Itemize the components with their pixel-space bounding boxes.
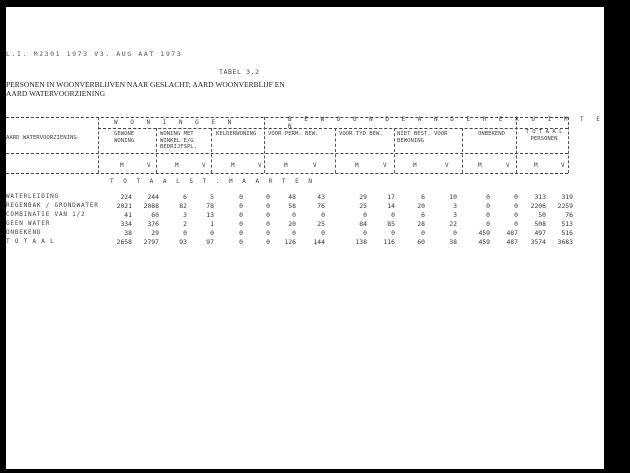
- table-cell: 0: [391, 229, 395, 237]
- table-cell: 82: [179, 202, 187, 210]
- table-cell: 313: [534, 193, 546, 201]
- group-andere: B E W O O N D E A N D E R E R U I M T E N: [288, 116, 605, 130]
- table-cell: 0: [363, 229, 367, 237]
- table-cell: 29: [359, 193, 367, 201]
- table-cell: 38: [449, 238, 457, 246]
- col-header-onbekend: ONBEKEND: [478, 131, 505, 137]
- table-cell: 76: [565, 211, 573, 219]
- table-cell: 6: [421, 193, 425, 201]
- table-cell: 14: [387, 202, 395, 210]
- table-cell: 6: [183, 193, 187, 201]
- table-cell: 17: [387, 193, 395, 201]
- table-cell: 0: [266, 229, 270, 237]
- col-m-label: M: [231, 162, 235, 169]
- table-cell: 60: [417, 238, 425, 246]
- table-cell: 116: [383, 238, 395, 246]
- table-cell: 516: [561, 229, 573, 237]
- col-rule: [211, 128, 212, 173]
- rule-bottom: [6, 173, 568, 174]
- col-v-label: V: [445, 162, 449, 169]
- table-cell: 0: [183, 229, 187, 237]
- table-cell: 84: [359, 220, 367, 228]
- table-title: [6, 80, 285, 98]
- table-cell: 0: [321, 211, 325, 219]
- table-cell: 2206: [530, 202, 546, 210]
- row-label: REGENBAK / GRONDWATER: [6, 202, 99, 209]
- document-page: [6, 7, 616, 469]
- table-cell: 224: [120, 193, 132, 201]
- table-cell: 3574: [530, 238, 546, 246]
- header-code: L.I. M2301 1973 V3. AUG AAT 1973: [6, 50, 183, 58]
- table-cell: 0: [486, 220, 490, 228]
- table-cell: 48: [288, 193, 296, 201]
- table-cell: 513: [561, 220, 573, 228]
- table-number: TABEL 3.2: [219, 68, 260, 76]
- col-rule: [156, 128, 157, 173]
- table-cell: 0: [453, 229, 457, 237]
- scan-border: [604, 7, 616, 469]
- region-subtitle: T O T A A L S T . M A A R T E N: [110, 178, 315, 185]
- table-cell: 28: [417, 220, 425, 228]
- table-cell: 76: [317, 202, 325, 210]
- table-cell: 0: [514, 220, 518, 228]
- table-cell: 43: [317, 193, 325, 201]
- table-cell: 0: [266, 202, 270, 210]
- col-v-label: V: [561, 162, 565, 169]
- table-cell: 319: [561, 193, 573, 201]
- table-cell: 3: [453, 202, 457, 210]
- table-cell: 97: [206, 238, 214, 246]
- table-cell: 60: [151, 211, 159, 219]
- table-cell: 1: [210, 220, 214, 228]
- table-cell: 0: [486, 193, 490, 201]
- table-cell: 334: [120, 220, 132, 228]
- table-cell: 0: [486, 202, 490, 210]
- table-cell: 138: [355, 238, 367, 246]
- table-cell: 20: [288, 220, 296, 228]
- table-cell: 0: [239, 193, 243, 201]
- col-header-woning-winkel: WONING MET WINKEL E/G BEDRIJFSPL.: [160, 131, 198, 150]
- table-cell: 459: [478, 238, 490, 246]
- table-cell: 10: [449, 193, 457, 201]
- table-cell: 376: [147, 220, 159, 228]
- group-woningen: W O N I N G E N: [114, 119, 236, 126]
- row-label: GEEN WATER: [6, 220, 51, 227]
- table-cell: 0: [321, 229, 325, 237]
- col-m-label: M: [284, 162, 288, 169]
- table-cell: 487: [506, 229, 518, 237]
- col-m-label: M: [478, 162, 482, 169]
- table-cell: 58: [288, 202, 296, 210]
- table-cell: 29: [151, 229, 159, 237]
- col-v-label: V: [506, 162, 510, 169]
- rule-sub: [6, 153, 568, 154]
- table-cell: 2658: [116, 238, 132, 246]
- table-cell: 2797: [143, 238, 159, 246]
- table-cell: 487: [506, 238, 518, 246]
- row-label: T O T A A L: [6, 238, 55, 245]
- table-cell: 2021: [116, 202, 132, 210]
- table-cell: 0: [486, 211, 490, 219]
- col-rule: [98, 117, 99, 173]
- col-v-label: V: [147, 162, 151, 169]
- title-line-2: AARD WATERVOORZIENING: [6, 89, 106, 98]
- col-v-label: V: [383, 162, 387, 169]
- table-cell: 0: [210, 229, 214, 237]
- table-cell: 0: [514, 193, 518, 201]
- table-cell: 0: [239, 202, 243, 210]
- table-cell: 2088: [143, 202, 159, 210]
- row-label: ONBEKEND: [6, 229, 42, 236]
- col-header-totaal: T O T A A L PERSONEN: [525, 129, 563, 142]
- table-cell: 0: [514, 211, 518, 219]
- table-cell: 6: [421, 211, 425, 219]
- table-cell: 459: [478, 229, 490, 237]
- table-cell: 0: [266, 220, 270, 228]
- table-cell: 13: [206, 211, 214, 219]
- table-cell: 0: [363, 211, 367, 219]
- col-v-label: V: [258, 162, 262, 169]
- table-cell: 78: [206, 202, 214, 210]
- col-v-label: V: [202, 162, 206, 169]
- table-cell: 25: [317, 220, 325, 228]
- table-cell: 22: [449, 220, 457, 228]
- table-cell: 144: [313, 238, 325, 246]
- table-cell: 0: [292, 211, 296, 219]
- table-cell: 0: [239, 229, 243, 237]
- col-header-voor-tyd: VOOR TYD BEW.: [339, 131, 383, 137]
- table-cell: 0: [266, 193, 270, 201]
- table-cell: 0: [266, 211, 270, 219]
- table-cell: 0: [239, 238, 243, 246]
- table-cell: 0: [514, 202, 518, 210]
- table-cell: 2259: [557, 202, 573, 210]
- col-header-niet-best: NIET BEST. VOOR BEWONING: [397, 131, 448, 144]
- col-header-kelderwoning: KELDERWONING: [216, 131, 257, 137]
- table-cell: 3: [453, 211, 457, 219]
- row-label: COMBINATIE VAN 1/2: [6, 211, 86, 218]
- col-rule: [264, 117, 265, 173]
- table-cell: 0: [266, 238, 270, 246]
- table-cell: 3: [183, 211, 187, 219]
- table-cell: 25: [359, 202, 367, 210]
- table-cell: 2: [183, 220, 187, 228]
- col-m-label: M: [413, 162, 417, 169]
- table-cell: 497: [534, 229, 546, 237]
- table-cell: 20: [417, 202, 425, 210]
- col-m-label: M: [175, 162, 179, 169]
- table-cell: 50: [538, 211, 546, 219]
- table-cell: 0: [239, 220, 243, 228]
- table-cell: 508: [534, 220, 546, 228]
- title-line-1: PERSONEN IN WOONVERBLIJVEN NAAR GESLACHT; AARD WOONVERBLIJF EN: [6, 80, 285, 89]
- table-cell: 93: [179, 238, 187, 246]
- table-cell: 244: [147, 193, 159, 201]
- col-header-gewone-woning: GEWONE WONING: [114, 131, 135, 144]
- table-cell: 3683: [557, 238, 573, 246]
- col-rule: [462, 128, 463, 173]
- table-cell: 38: [124, 229, 132, 237]
- row-label: WATERLEIDING: [6, 193, 59, 200]
- table-cell: 41: [124, 211, 132, 219]
- table-cell: 5: [210, 193, 214, 201]
- col-m-label: M: [355, 162, 359, 169]
- table-cell: 126: [284, 238, 296, 246]
- col-m-label: M: [120, 162, 124, 169]
- table-cell: 0: [239, 211, 243, 219]
- stub-header: AARD WATERVOORZIENING: [6, 135, 77, 141]
- table-cell: 0: [421, 229, 425, 237]
- col-m-label: M: [534, 162, 538, 169]
- table-cell: 0: [391, 211, 395, 219]
- col-v-label: V: [313, 162, 317, 169]
- table-cell: 85: [387, 220, 395, 228]
- table-cell: 0: [292, 229, 296, 237]
- col-header-voor-perm: VOOR PERM. BEW.: [268, 131, 319, 137]
